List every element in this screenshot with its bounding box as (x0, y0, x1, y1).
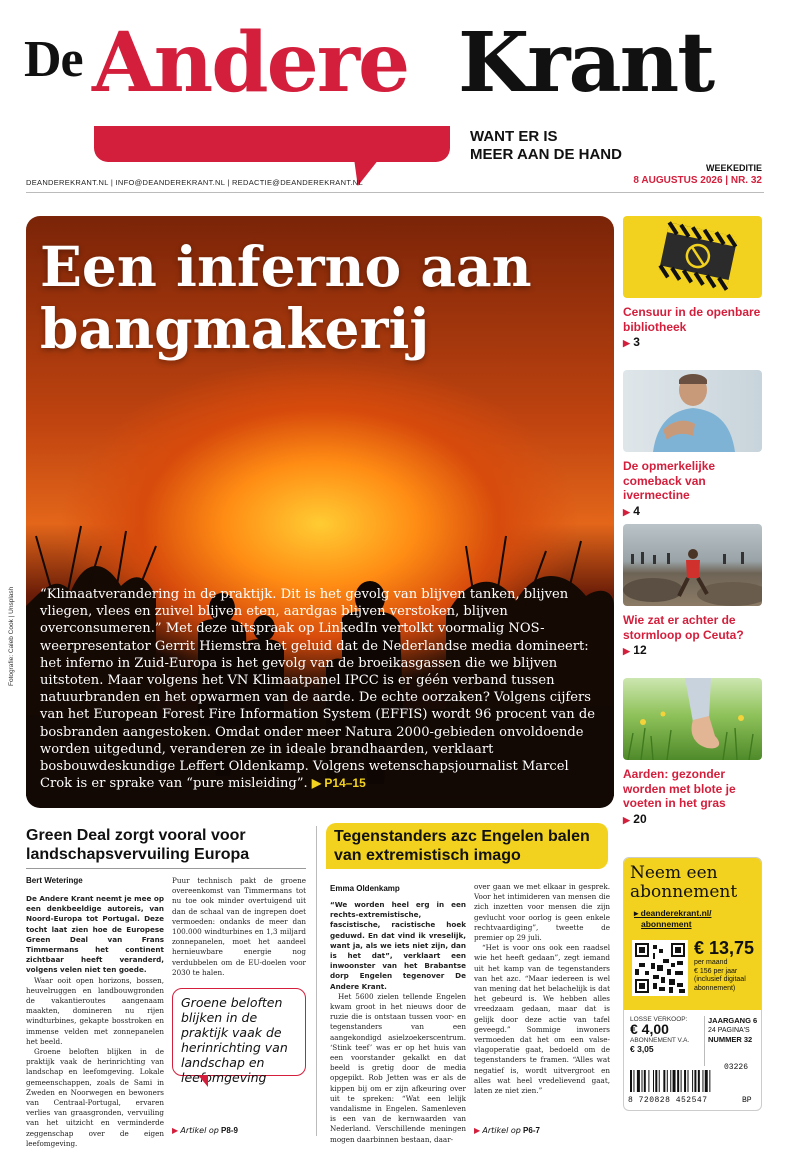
masthead (0, 0, 800, 200)
article-right-column-2 (474, 882, 610, 1096)
article-right-paragraph: over gaan we met elkaar in gesprek. Voor het intimideren van mensen die zich inzetten voor mensen die zijn gevlucht voor oorlog is geen enkele rechtvaardiging”, tweette de premier op 29 juli. (474, 882, 610, 943)
sidebar-title: Aarden: gezonder worden met blote je voeten in het gras (623, 767, 736, 810)
column-divider (316, 826, 317, 1136)
sidebar-item-ivermectin[interactable] (623, 370, 762, 518)
article-left-byline: Bert Weteringe (26, 876, 83, 885)
photo-credit: Fotografie: Caleb Cook | Unsplash (8, 586, 15, 686)
article-right-paragraph: Het 5600 zielen tellende Engelen kwam groot in het nieuws door de ruzie die is ontstaan tussen voor- en tegenstanders van een aangekondigd asielzoekerscentrum. ‘Stink teef’ was er op het huis van een voorstander gekalkt en dat beeld is gretig door de media opgepikt. Rob Jetten was er als de kippen bij om er zijn afkeuring over uit te spreken: “Wat een lelijk vandalisme in Engelen. Samenleven is een van de kernwaarden van Nederland. Verschillende meningen mogen daarbinnen bestaan, daar- (330, 991, 466, 1144)
ref-page: P8-9 (221, 1126, 238, 1135)
volume-number: NUMMER 32 (708, 1035, 753, 1044)
contact-line[interactable]: DEANDEREKRANT.NL | INFO@DEANDEREKRANT.NL | REDACTIE@DEANDEREKRANT.NL (26, 178, 363, 187)
barcode-issue: 03226 (724, 1063, 749, 1072)
article-right-column-1 (330, 900, 466, 1145)
migrants-photo (623, 524, 762, 606)
feet-grass-photo (623, 678, 762, 760)
triangle-icon: ▶ (623, 338, 630, 348)
article-left-paragraph: Groene beloften blijken in de praktijk vaak de herinrichting van landschap en leefomgeving. Lokale gemeenschappen, zoals de Sami in Zweden en Noorwegen en bewoners van Centraal-Portugal, ervaren verlies van graasgronden, vervuiling van het uitzicht en verminderde zeggenschap over de eigen leefomgeving. (26, 1047, 164, 1148)
hero-body (40, 586, 602, 792)
pull-quote: Groene beloften blijken in de praktijk vaak de herinrichting van landschap en leefomgeving (172, 988, 306, 1076)
logo-de[interactable]: De (24, 31, 83, 88)
article-right-ref[interactable] (474, 1126, 540, 1135)
hero-title-line-2: bangmakerij (40, 296, 430, 361)
triangle-icon: ▶ (474, 1126, 481, 1135)
hero-body-text: “Klimaatverandering in de praktijk. Dit is het gevolg van blijven tanken, blijven vliegen, vlees en zuivel blijven eten, aardgas blijven verstoken, blijven overconsumeren.” Met deze uitspraak op LinkedIn vertolkt voormalig NOS-weerpresentator Gerrit Hiemstra het geluid dat de Nederlandse media domineert: het inferno in Zuid-Europa is het gevolg van de broeikasgassen die we blijven uitstoten. Maar volgens het VN Klimaatpanel IPCC is er géén verband tussen natuurbranden en het opwarmen van de aarde. De echte oorzaken? Volgens cijfers van het European Forest Fire Information System (EFFIS) wordt 96 procent van de bosbranden aangestoken. Omdat onder meer Natura 2000-gebieden onvoldoende worden uitgedund, veranderen ze in ideale brandhaarden, verklaart bosbouwdeskundige Leffert Oldenkamp. Volgens wetenschapsjournalist Marcel Crok is er sprake van “pure misleiding”. (40, 587, 595, 792)
abo-price: € 3,05 (630, 1044, 654, 1054)
sidebar-title: Censuur in de openbare bibliotheek (623, 305, 761, 334)
hero-title (40, 236, 532, 360)
article-right-byline: Emma Oldenkamp (330, 884, 400, 893)
article-right-title[interactable]: Tegenstanders azc Engelen balen van extremistisch imago (326, 823, 608, 869)
logo-speech-bubble (94, 126, 450, 162)
subscription-heading (630, 864, 737, 902)
sidebar-page-ref[interactable] (623, 812, 762, 826)
subscription-heading-line-2: abonnement (630, 882, 738, 902)
censored-books-icon (623, 216, 762, 298)
sidebar-title: De opmerkelijke comeback van ivermectine (623, 459, 716, 502)
hero-title-line-1: Een inferno aan (40, 234, 532, 299)
article-right-paragraph: “Het is voor ons ook een raadsel wie het heeft gedaan”, zegt iemand uit het kamp van de tegenstanders van het azc. “Maar iedereen is wel van mening dat het belachelijk is dat het gebeurd is. We hebben alles vreedzaam gedaan, maar dat is gelijk door deze actie van tafel geveegd.” Sommige inwoners vermoeden dat het om een valse-vlagoperatie gaat, bedoeld om de tegenstanders te framen. “Alles wat negatief is, wordt uitvergroot en alles wat heel vredelievend gaat, laten ze niet zien.” (474, 943, 610, 1096)
masthead-divider (26, 192, 764, 193)
ref-label: Artikel op (482, 1126, 521, 1135)
volume-pages: 24 PAGINA'S (708, 1027, 750, 1034)
article-right-lead: “We worden heel erg in een rechts-extremistische, fascistische, racistische hoek geduwd. En dat vind ik vreselijk, want ja, als we iets niet zijn, dan is het dat”, verklaart een inwoonster van het Brabantse dorp Engelen tegenover De Andere Krant. (330, 900, 466, 991)
sidebar-item-ceuta[interactable] (623, 524, 762, 657)
sidebar-item-grounding[interactable] (623, 678, 762, 826)
edition-date: 8 AUGUSTUS 2026 | NR. 32 (633, 175, 762, 186)
barcode-suffix: BP (742, 1096, 752, 1105)
sidebar-page-number: 4 (633, 503, 640, 518)
subscription-price (694, 938, 761, 993)
divider (26, 868, 306, 869)
subscription-link-line-1: ▸ deanderekrant.nl/ (634, 908, 712, 918)
triangle-icon: ▶ (623, 814, 630, 825)
hero-page-ref[interactable]: ▶ P14–15 (311, 776, 366, 791)
triangle-icon: ▶ (623, 646, 630, 656)
sidebar-page-number: 12 (633, 643, 647, 657)
volume-info (704, 1016, 760, 1066)
sidebar-page-ref[interactable] (623, 335, 762, 349)
ref-label: Artikel op (180, 1126, 219, 1135)
subscription-link[interactable] (634, 908, 711, 930)
loose-price: € 4,00 (630, 1021, 669, 1037)
article-left-column-2 (172, 876, 306, 978)
qr-code-icon[interactable] (632, 940, 688, 996)
ref-page: P6-7 (523, 1126, 540, 1135)
price-unit: per maand (694, 959, 728, 966)
article-left-column-1 (26, 894, 164, 1149)
barcode-number: 8 720828 452547 (628, 1096, 708, 1105)
sidebar-item-censorship[interactable] (623, 216, 762, 349)
price-amount: € 13,75 (694, 938, 755, 958)
abo-label: ABONNEMENT V.A. (630, 1037, 690, 1044)
edition-info (633, 163, 762, 186)
logo-andere[interactable]: Andere (92, 15, 409, 111)
article-left-lead: De Andere Krant neemt je mee op een denkbeeldige autoreis, van Noord-Europa tot Portugal. Deze tocht laat zien hoe de Europese Green Deal van Frans Timmermans het continent zichtbaar heeft veranderd, volgens velen niet ten goede. (26, 894, 164, 975)
sidebar-title: Wie zat er achter de stormloop op Ceuta? (623, 613, 744, 642)
loose-label: LOSSE VERKOOP: (630, 1016, 688, 1023)
subscription-box (623, 857, 762, 1111)
triangle-icon: ▶ (172, 1126, 179, 1135)
sidebar-page-number: 3 (633, 335, 640, 349)
logo-krant[interactable]: Krant (458, 15, 714, 111)
price-note: (inclusief digitaal abonnement) (694, 976, 746, 992)
subscription-heading-line-1: Neem een (630, 863, 718, 883)
article-left-paragraph: Waar ooit open horizons, bossen, heuvelruggen en landbouwgronden de vakantieroutes aangenaam maakten, domineren nu rijen windturbines, gekapte bosstroken en immense velden met zonnepanelen het beeld. (26, 975, 164, 1046)
slogan-line-2: MEER AAN DE HAND (470, 146, 622, 163)
man-photo (623, 370, 762, 452)
article-left-ref[interactable] (172, 1126, 238, 1135)
price-year: € 156 per jaar (694, 967, 738, 975)
sidebar-page-number: 20 (633, 811, 647, 826)
volume-year: JAARGANG 6 (708, 1016, 758, 1025)
sidebar-page-ref[interactable] (623, 643, 762, 657)
article-left-title[interactable]: Green Deal zorgt vooral voor landschapsvervuiling Europa (26, 827, 250, 863)
subscription-link-line-2: abonnement (641, 919, 692, 929)
slogan-line-1: WANT ER IS (470, 128, 558, 145)
article-left-paragraph: Puur technisch pakt de groene overeenkomst van Timmermans tot nu toe ook minder overtuigend uit dan de schaal van de ingrepen doet vermoeden: ondanks de meer dan 100.000 windturbines en 1,3 miljard zonnepanelen, moet het aandeel hernieuwbare energie nog verdubbelen om de EU-doelen voor 2030 te halen. (172, 876, 306, 977)
triangle-icon: ▶ (623, 506, 630, 517)
slogan (470, 128, 622, 164)
sidebar-page-ref[interactable] (623, 504, 762, 518)
edition-label: WEEKEDITIE (705, 163, 762, 173)
pull-quote-tail (198, 1075, 208, 1087)
hero-article[interactable] (26, 216, 614, 808)
single-sale-info (630, 1016, 689, 1053)
